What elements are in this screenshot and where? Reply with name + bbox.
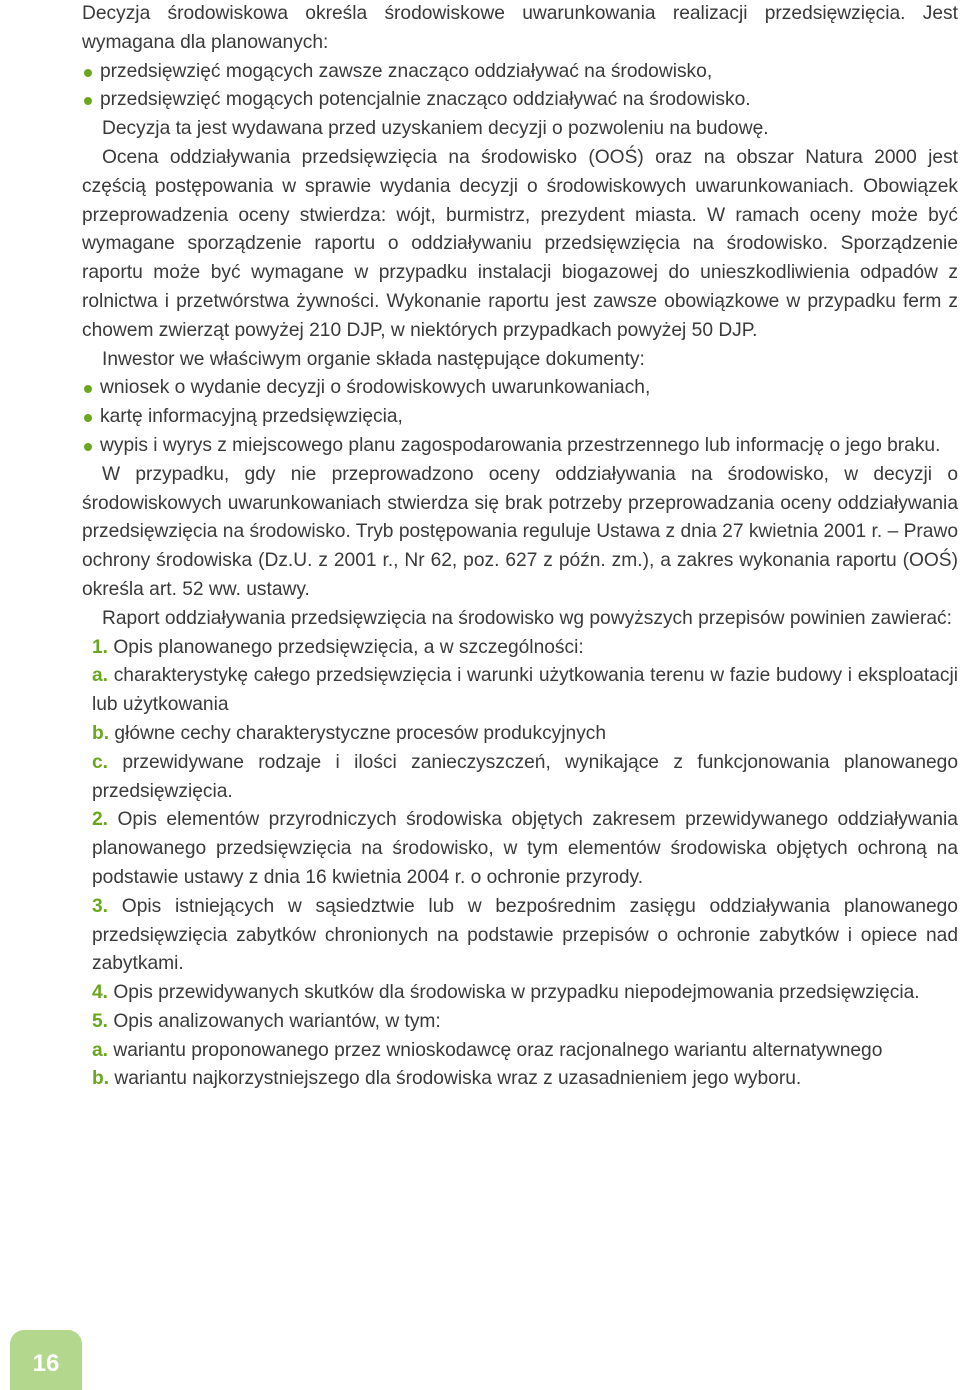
list-item-text: Opis elementów przyrodniczych środowiska objętych zakresem przewidywanego oddziaływania planowanego przedsięwzięcia na środowisko, w tym elementów środowiska objętych ochroną na podstawie ustawy z dnia 16 kwietnia 2004 r. o ochronie przyrody. xyxy=(92,809,958,888)
paragraph-no-assessment: W przypadku, gdy nie przeprowadzono oceny oddziaływania na środowisko, w decyzji o środowiskowych uwarunkowaniach stwierdza się brak potrzeby przeprowadzania oceny oddziaływania przedsięwzięcia na środowisko. Tryb postępowania reguluje Ustawa z dnia 27 kwietnia 2001 r. – Prawo ochrony środowiska (Dz.U. z 2001 r., Nr 62, poz. 627 z późn. zm.), a zakres wykonania raportu (OOŚ) określa art. 52 ww. ustawy. xyxy=(82,463,958,600)
bullet-item: wniosek o wydanie decyzji o środowiskowych uwarunkowaniach, xyxy=(82,374,958,403)
bullet-item: przedsięwzięć mogących zawsze znacząco oddziaływać na środowisko, xyxy=(82,58,958,87)
list-marker: c. xyxy=(92,751,109,773)
list-item-text: charakterystykę całego przedsięwzięcia i warunki użytkowania terenu w fazie budowy i eksploatacji lub użytkowania xyxy=(92,665,958,716)
list-item-text: Opis istniejących w sąsiedztwie lub w bezpośrednim zasięgu oddziaływania planowanego przedsięwzięcia zabytków chronionych na podstawie przepisów o ochronie zabytków i opiece nad zabytkami. xyxy=(92,895,958,975)
paragraph-documents: Inwestor we właściwym organie składa następujące dokumenty: xyxy=(102,348,645,370)
bullet-dot-icon xyxy=(84,414,92,422)
bullet-dot-icon xyxy=(84,69,92,77)
list-marker: 1. xyxy=(92,636,109,658)
lettered-item xyxy=(82,720,958,749)
numbered-item xyxy=(82,1008,958,1037)
bullet-item: przedsięwzięć mogących potencjalnie znacząco oddziaływać na środowisko. xyxy=(82,86,958,115)
list-item-text: główne cechy charakterystyczne procesów produkcyjnych xyxy=(114,722,607,744)
list-item-text: wariantu proponowanego przez wnioskodawcę oraz racjonalnego wariantu alternatywnego xyxy=(113,1039,883,1061)
bullet-item: wypis i wyrys z miejscowego planu zagospodarowania przestrzennego lub informację o jego braku. xyxy=(82,432,958,461)
numbered-item xyxy=(82,979,958,1008)
paragraph-decision: Decyzja ta jest wydawana przed uzyskaniem decyzji o pozwoleniu na budowę. xyxy=(102,118,769,140)
list-marker: 3. xyxy=(92,895,109,917)
page-number: 16 xyxy=(32,1350,60,1377)
paragraph-assessment: Ocena oddziaływania przedsięwzięcia na środowisko (OOŚ) oraz na obszar Natura 2000 jest częścią postępowania w sprawie wydania decyzji o środowiskowych uwarunkowaniach. Obowiązek przeprowadzenia oceny stwierdza: wójt, burmistrz, prezydent miasta. W ramach oceny może być wymagane sporządzenie raportu o oddziaływaniu przedsięwzięcia na środowisko. Sporządzenie raportu może być wymagane w przypadku instalacji biogazowej do unieszkodliwienia odpadów z rolnictwa i przetwórstwa żywności. Wykonanie raportu jest zawsze obowiązkowe w przypadku ferm z chowem zwierząt powyżej 210 DJP, w niektórych przypadkach powyżej 50 DJP. xyxy=(82,146,958,341)
bullet-dot-icon xyxy=(84,385,92,393)
document-body xyxy=(82,0,958,1094)
list-marker: 4. xyxy=(92,982,109,1004)
list-marker: a. xyxy=(92,665,109,687)
list-marker: b. xyxy=(92,1068,110,1090)
paragraph-intro: Decyzja środowiskowa określa środowiskowe uwarunkowania realizacji przedsięwzięcia. Jest wymagana dla planowanych: xyxy=(82,3,958,53)
numbered-item xyxy=(82,806,958,892)
list-marker: 2. xyxy=(92,809,109,831)
list-marker: a. xyxy=(92,1039,109,1061)
bullet-dot-icon xyxy=(84,443,92,451)
paragraph-report: Raport oddziaływania przedsięwzięcia na środowisko wg powyższych przepisów powinien zawierać: xyxy=(102,607,952,629)
bullet-dot-icon xyxy=(84,97,92,105)
numbered-item xyxy=(82,634,958,663)
lettered-item xyxy=(82,1065,958,1094)
list-marker: b. xyxy=(92,722,110,744)
list-item-text: przewidywane rodzaje i ilości zanieczyszczeń, wynikające z funkcjonowania planowanego przedsięwzięcia. xyxy=(92,751,958,802)
lettered-item xyxy=(82,749,958,807)
list-item-text: Opis analizowanych wariantów, w tym: xyxy=(113,1010,441,1032)
list-item-text: Opis przewidywanych skutków dla środowiska w przypadku niepodejmowania przedsięwzięcia. xyxy=(113,982,920,1004)
report-requirements-list xyxy=(82,634,958,1095)
numbered-item xyxy=(82,893,958,979)
page-number-tab xyxy=(10,1330,82,1390)
list-item-text: Opis planowanego przedsięwzięcia, a w szczególności: xyxy=(113,636,584,658)
list-item-text: wariantu najkorzystniejszego dla środowiska wraz z uzasadnieniem jego wyboru. xyxy=(114,1068,802,1090)
list-marker: 5. xyxy=(92,1010,109,1032)
lettered-item xyxy=(82,1037,958,1066)
bullet-item: kartę informacyjną przedsięwzięcia, xyxy=(82,403,958,432)
lettered-item xyxy=(82,662,958,720)
